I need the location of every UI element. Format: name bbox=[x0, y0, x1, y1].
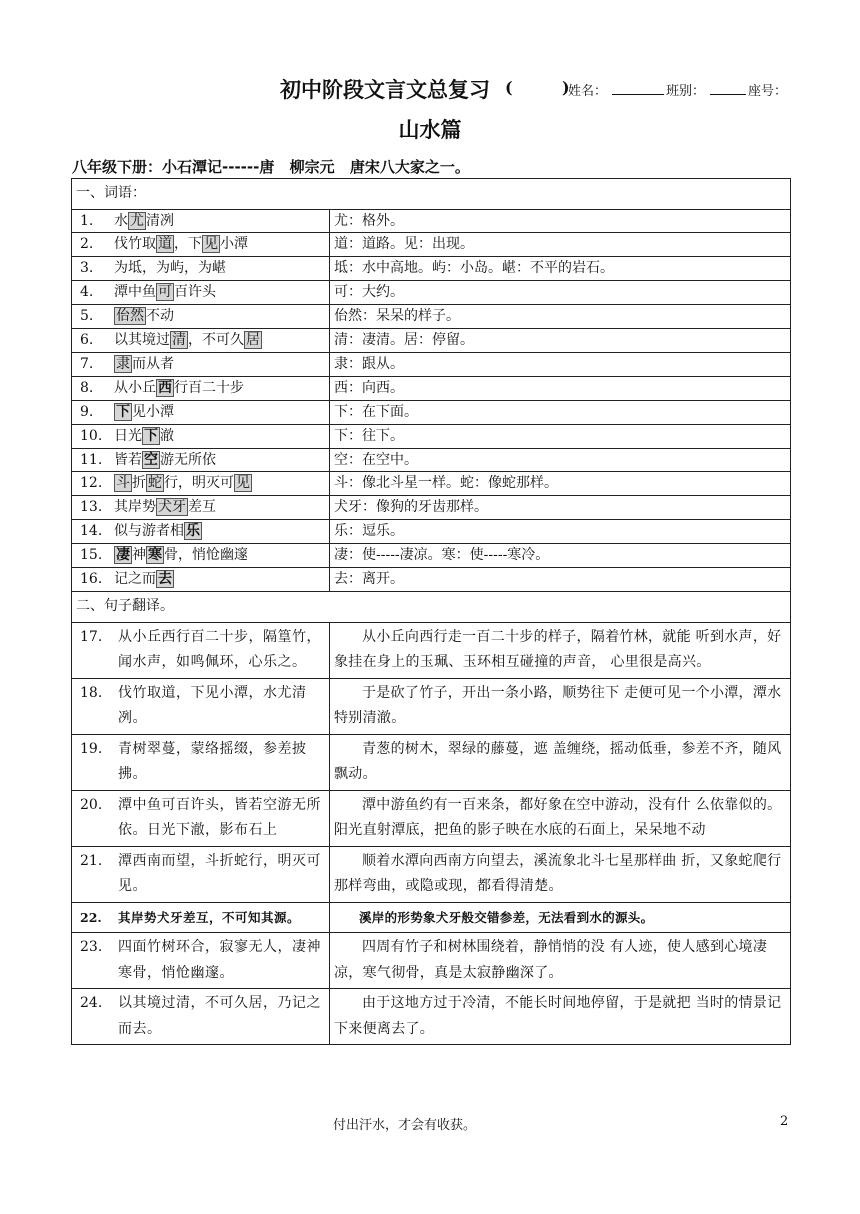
vocab-phrase-cell bbox=[72, 209, 330, 233]
sentence-text: 潭中鱼可百许头，皆若空游无所依。日光下澈，影布石上 bbox=[118, 796, 321, 838]
highlighted-word: 见 bbox=[236, 475, 250, 492]
sentence-translation: 由于这地方过于冷清，不能长时间地停留，于是就把 当时的情景记下来便离去了。 bbox=[330, 989, 791, 1045]
section-vocab: 一、词语： bbox=[72, 179, 791, 210]
highlighted-word: 下 bbox=[144, 427, 158, 444]
phrase-text: 记之而 bbox=[114, 571, 156, 588]
vocab-meaning: 空：在空中。 bbox=[330, 448, 791, 472]
vocab-number: 1. bbox=[80, 212, 94, 229]
phrase-text: 折 bbox=[132, 475, 146, 492]
sentence-cell bbox=[72, 622, 330, 678]
class-blank[interactable] bbox=[710, 82, 746, 95]
vocab-number: 14. bbox=[80, 523, 103, 540]
vocab-meaning: 尤：格外。 bbox=[330, 209, 791, 233]
vocab-phrase-cell bbox=[72, 568, 330, 592]
name-blank[interactable] bbox=[612, 82, 664, 95]
lesson-heading bbox=[72, 156, 470, 177]
vocab-row bbox=[72, 424, 791, 448]
highlighted-word: 西 bbox=[158, 379, 172, 396]
section-sentences: 二、句子翻译。 bbox=[72, 592, 791, 623]
vocab-phrase-cell bbox=[72, 400, 330, 424]
sentence-row bbox=[72, 902, 791, 933]
highlighted-word: 斗 bbox=[116, 475, 130, 492]
vocab-phrase-cell bbox=[72, 233, 330, 257]
phrase-text: 行百二十步 bbox=[174, 379, 244, 396]
sentence-number: 22. bbox=[80, 909, 102, 925]
phrase-text: 水 bbox=[114, 212, 128, 229]
phrase-text: ，下 bbox=[174, 236, 202, 253]
sentence-cell bbox=[72, 734, 330, 790]
name-label: 姓名： bbox=[568, 84, 608, 99]
sentence-row bbox=[72, 790, 791, 846]
vocab-row bbox=[72, 376, 791, 400]
vocab-phrase-cell bbox=[72, 305, 330, 329]
phrase-text: 百许头 bbox=[174, 284, 216, 301]
sentence-text: 伐竹取道，下见小潭，水尤清冽。 bbox=[118, 684, 307, 726]
page-subtitle: 山水篇 bbox=[398, 118, 462, 142]
highlighted-word: 隶 bbox=[116, 355, 130, 372]
phrase-text: 其岸势 bbox=[114, 499, 156, 516]
class-label: 班别： bbox=[666, 84, 706, 99]
vocab-number: 13. bbox=[80, 499, 103, 516]
phrase-text: 潭中鱼 bbox=[114, 284, 156, 301]
vocab-phrase-cell bbox=[72, 544, 330, 568]
highlighted-word: 凄 bbox=[116, 547, 130, 564]
seat-label: 座号： bbox=[748, 84, 788, 99]
sentence-translation: 从小丘向西行走一百二十步的样子，隔着竹林，就能 听到水声，好象挂在身上的玉珮、玉环相互碰撞的声音， 心里很是高兴。 bbox=[330, 622, 791, 678]
sentence-cell bbox=[72, 989, 330, 1045]
highlighted-word: 空 bbox=[144, 451, 158, 468]
sentence-translation: 潭中游鱼约有一百来条，都好象在空中游动，没有什 么依靠似的。阳光直射潭底，把鱼的影子映在水底的石面上，呆呆地不动 bbox=[330, 790, 791, 846]
highlighted-word: 佁然 bbox=[116, 308, 144, 325]
phrase-text: 见小潭 bbox=[132, 403, 174, 420]
vocab-meaning: 隶：跟从。 bbox=[330, 352, 791, 376]
sentence-text: 以其境过清，不可久居，乃记之而去。 bbox=[118, 995, 321, 1037]
phrase-text: 伐竹取 bbox=[114, 236, 156, 253]
highlighted-word: 下 bbox=[116, 403, 130, 420]
vocab-row bbox=[72, 520, 791, 544]
phrase-text: 神 bbox=[132, 547, 146, 564]
sentence-cell bbox=[72, 846, 330, 902]
sentence-number: 23. bbox=[80, 939, 103, 955]
vocab-phrase-cell bbox=[72, 257, 330, 281]
vocab-meaning: 西：向西。 bbox=[330, 376, 791, 400]
phrase-text: 以其境过 bbox=[114, 332, 170, 349]
phrase-text: 从小丘 bbox=[114, 379, 156, 396]
vocab-phrase-cell bbox=[72, 352, 330, 376]
vocab-number: 16. bbox=[80, 571, 103, 588]
phrase-text: 差互 bbox=[188, 499, 216, 516]
highlighted-word: 可 bbox=[158, 284, 172, 301]
highlighted-word: 犬牙 bbox=[158, 499, 186, 516]
vocab-number: 10. bbox=[80, 427, 103, 444]
phrase-text: 清冽 bbox=[146, 212, 174, 229]
sentence-cell bbox=[72, 933, 330, 989]
phrase-text: 而从者 bbox=[132, 355, 174, 372]
vocab-phrase-cell bbox=[72, 376, 330, 400]
phrase-text: 游无所依 bbox=[160, 451, 216, 468]
highlighted-word: 去 bbox=[158, 571, 172, 588]
phrase-text: 皆若 bbox=[114, 451, 142, 468]
lesson-author: 柳宗元 bbox=[289, 158, 335, 176]
sentence-cell bbox=[72, 790, 330, 846]
sentence-translation: 于是砍了竹子，开出一条小路，顺势往下 走便可见一个小潭，潭水特别清澈。 bbox=[330, 678, 791, 734]
vocab-phrase-cell bbox=[72, 496, 330, 520]
sentence-translation: 四周有竹子和树林围绕着，静悄悄的没 有人迹，使人感到心境凄凉，寒气彻骨，真是太寂静幽深了。 bbox=[330, 933, 791, 989]
phrase-text: 骨，悄怆幽邃 bbox=[164, 547, 248, 564]
sentence-row bbox=[72, 678, 791, 734]
vocab-phrase-cell bbox=[72, 448, 330, 472]
vocab-phrase-cell bbox=[72, 472, 330, 496]
vocab-number: 3. bbox=[80, 260, 94, 277]
vocab-meaning: 斗：像北斗星一样。蛇：像蛇那样。 bbox=[330, 472, 791, 496]
vocab-meaning: 凄：使-----凄凉。寒：使-----寒冷。 bbox=[330, 544, 791, 568]
vocab-row bbox=[72, 233, 791, 257]
highlighted-word: 道 bbox=[158, 236, 172, 253]
vocab-row bbox=[72, 472, 791, 496]
sentence-cell bbox=[72, 678, 330, 734]
sentence-row bbox=[72, 933, 791, 989]
vocab-row bbox=[72, 496, 791, 520]
vocab-meaning: 下：在下面。 bbox=[330, 400, 791, 424]
sentence-number: 20. bbox=[80, 796, 103, 813]
vocab-phrase-cell bbox=[72, 520, 330, 544]
vocab-number: 4. bbox=[80, 284, 94, 301]
vocab-number: 2. bbox=[80, 236, 94, 253]
vocab-meaning: 坻：水中高地。屿：小岛。嵁：不平的岩石。 bbox=[330, 257, 791, 281]
phrase-text: 为坻，为屿，为嵁 bbox=[114, 260, 226, 277]
vocab-row bbox=[72, 544, 791, 568]
sentence-text: 从小丘西行百二十步，隔篁竹，闻水声，如鸣佩环，心乐之。 bbox=[118, 628, 321, 670]
review-table bbox=[71, 178, 791, 1045]
sentence-number: 21. bbox=[80, 852, 103, 869]
sentence-cell bbox=[72, 902, 330, 933]
bracket-open: ( bbox=[505, 78, 513, 97]
vocab-meaning: 佁然：呆呆的样子。 bbox=[330, 305, 791, 329]
lesson-note: 唐宋八大家之一。 bbox=[349, 158, 470, 176]
sentence-number: 17. bbox=[80, 628, 103, 645]
phrase-text: 小潭 bbox=[220, 236, 248, 253]
sentence-number: 19. bbox=[80, 740, 103, 757]
sentence-translation: 溪岸的形势象犬牙般交错参差，无法看到水的源头。 bbox=[330, 902, 791, 933]
vocab-row bbox=[72, 568, 791, 592]
sentence-number: 18. bbox=[80, 684, 103, 701]
vocab-row bbox=[72, 257, 791, 281]
sentence-row bbox=[72, 846, 791, 902]
vocab-meaning: 乐：逗乐。 bbox=[330, 520, 791, 544]
vocab-meaning: 去：离开。 bbox=[330, 568, 791, 592]
sentence-number: 24. bbox=[80, 995, 103, 1011]
phrase-text: 行，明灭可 bbox=[164, 475, 234, 492]
highlighted-word: 清 bbox=[172, 332, 186, 349]
page-title: 初中阶段文言文总复习 bbox=[280, 78, 490, 102]
lesson-grade: 八年级下册：小石潭记------唐 bbox=[72, 158, 275, 176]
vocab-number: 11. bbox=[80, 451, 103, 468]
vocab-row bbox=[72, 209, 791, 233]
bracket-close: ) bbox=[562, 78, 570, 97]
vocab-row bbox=[72, 281, 791, 305]
highlighted-word: 尤 bbox=[130, 212, 144, 229]
phrase-text: 澈 bbox=[160, 427, 174, 444]
phrase-text: 日光 bbox=[114, 427, 142, 444]
vocab-number: 6. bbox=[80, 332, 94, 349]
sentence-row bbox=[72, 734, 791, 790]
vocab-number: 12. bbox=[80, 475, 103, 492]
vocab-phrase-cell bbox=[72, 281, 330, 305]
vocab-meaning: 清：凄清。居：停留。 bbox=[330, 329, 791, 353]
sentence-translation: 顺着水潭向西南方向望去，溪流象北斗七星那样曲 折，又象蛇爬行那样弯曲，或隐或现，都看得清楚。 bbox=[330, 846, 791, 902]
sentence-text: 潭西南而望，斗折蛇行，明灭可见。 bbox=[118, 852, 321, 894]
vocab-number: 5. bbox=[80, 308, 94, 325]
vocab-meaning: 可：大约。 bbox=[330, 281, 791, 305]
sentence-text: 四面竹树环合，寂寥无人，凄神寒骨，悄怆幽邃。 bbox=[118, 939, 321, 981]
footer-motto: 付出汗水，才会有收获。 bbox=[333, 1118, 477, 1133]
vocab-phrase-cell bbox=[72, 424, 330, 448]
vocab-meaning: 下：往下。 bbox=[330, 424, 791, 448]
vocab-phrase-cell bbox=[72, 329, 330, 353]
highlighted-word: 蛇 bbox=[148, 475, 162, 492]
page-header bbox=[0, 74, 860, 104]
vocab-meaning: 道：道路。见：出现。 bbox=[330, 233, 791, 257]
sentence-text: 青树翠蔓，蒙络摇缀，参差披拂。 bbox=[118, 740, 307, 782]
page-number: 2 bbox=[780, 1114, 789, 1129]
vocab-number: 7. bbox=[80, 355, 94, 372]
highlighted-word: 居 bbox=[246, 332, 260, 349]
phrase-text: 似与游者相 bbox=[114, 523, 184, 540]
vocab-meaning: 犬牙：像狗的牙齿那样。 bbox=[330, 496, 791, 520]
phrase-text: 不动 bbox=[146, 308, 174, 325]
vocab-row bbox=[72, 400, 791, 424]
vocab-number: 9. bbox=[80, 403, 94, 420]
highlighted-word: 寒 bbox=[148, 547, 162, 564]
vocab-number: 8. bbox=[80, 379, 94, 396]
highlighted-word: 见 bbox=[204, 236, 218, 253]
page-footer bbox=[0, 1114, 860, 1134]
vocab-row bbox=[72, 329, 791, 353]
vocab-row bbox=[72, 352, 791, 376]
vocab-row bbox=[72, 448, 791, 472]
sentence-translation: 青葱的树木，翠绿的藤蔓，遮 盖缠绕，摇动低垂，参差不齐，随风飘动。 bbox=[330, 734, 791, 790]
sentence-text: 其岸势犬牙差互，不可知其源。 bbox=[118, 909, 301, 925]
vocab-row bbox=[72, 305, 791, 329]
phrase-text: ，不可久 bbox=[188, 332, 244, 349]
vocab-number: 15. bbox=[80, 547, 103, 564]
highlighted-word: 乐 bbox=[186, 523, 200, 540]
sentence-row bbox=[72, 622, 791, 678]
sentence-row bbox=[72, 989, 791, 1045]
